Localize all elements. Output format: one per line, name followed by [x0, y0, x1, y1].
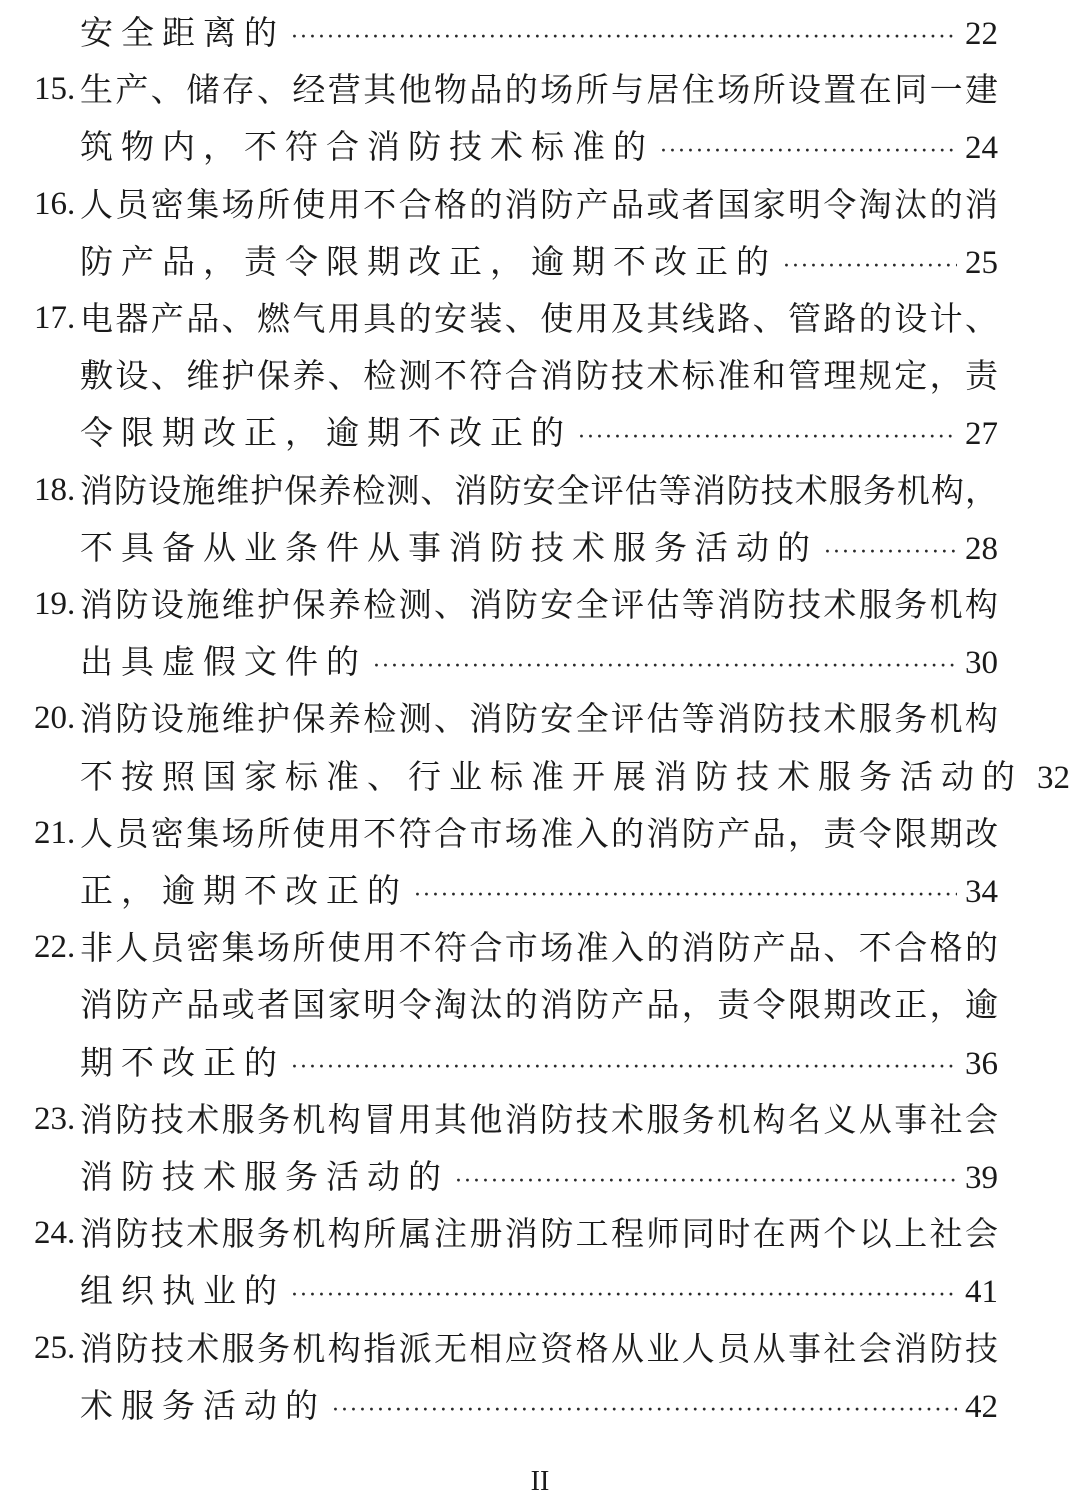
- toc-entry-text: 出具虚假文件的: [80, 642, 367, 682]
- toc-line: [0, 118, 1080, 175]
- toc-entry-text: 消防设施维护保养检测、消防安全评估等消防技术服务机构: [80, 585, 998, 624]
- toc-entry-final-line: [80, 862, 998, 924]
- toc-line: [0, 1091, 1080, 1148]
- toc-line: [0, 576, 1080, 633]
- toc-page-number: 25: [965, 244, 998, 281]
- toc-line: [0, 462, 1080, 519]
- toc-entry-number: 16.: [34, 185, 76, 222]
- toc-entry-text: 不按照国家标准、行业标准开展消防技术服务活动的: [80, 756, 1023, 796]
- toc-line: [0, 919, 1080, 976]
- toc-entry-text: 组织执业的: [80, 1271, 285, 1311]
- dot-leader: [783, 238, 957, 295]
- dot-leader: [291, 1267, 957, 1324]
- toc-line: [0, 633, 1080, 690]
- toc-entry-text: 令限期改正，逾期不改正的: [80, 413, 572, 453]
- toc-line: [0, 1205, 1080, 1262]
- toc-entry-number: 23.: [34, 1100, 76, 1137]
- toc-line: [0, 690, 1080, 747]
- toc-line: [0, 519, 1080, 576]
- toc-entry-final-line: [80, 1262, 998, 1324]
- toc-entry-number: 21.: [34, 814, 76, 851]
- toc-entry-text: 安全距离的: [80, 13, 285, 52]
- toc-entry-text: 消防产品或者国家明令淘汰的消防产品，责令限期改正，逾: [80, 985, 998, 1025]
- toc-entry-final-line: [80, 748, 1070, 810]
- dot-leader: [824, 524, 957, 581]
- toc-page-number: 39: [965, 1160, 998, 1196]
- toc-line: [0, 1148, 1080, 1205]
- toc-entry-text: 不具备从业条件从事消防技术服务活动的: [80, 527, 818, 567]
- toc-line: [0, 862, 1080, 919]
- toc-line: [0, 61, 1080, 118]
- dot-leader: [291, 1039, 957, 1096]
- toc-entry-final-line: [80, 404, 998, 466]
- toc-entry-final-line: [80, 633, 998, 695]
- toc-entry-final-line: [80, 1377, 998, 1439]
- toc-entry-number: 17.: [34, 300, 76, 336]
- toc-line: [0, 233, 1080, 290]
- toc-entry-final-line: [80, 519, 998, 581]
- dot-leader: [373, 638, 957, 695]
- dot-leader: [578, 409, 957, 466]
- toc-page-number: 30: [965, 645, 998, 682]
- toc-entry-final-line: [80, 1148, 998, 1210]
- toc-entry-text: 消防技术服务机构冒用其他消防技术服务机构名义从事社会: [80, 1099, 998, 1139]
- toc-entry-number: 24.: [34, 1215, 76, 1252]
- toc-line: [0, 1034, 1080, 1091]
- toc-page-number: 28: [965, 530, 998, 567]
- toc-entry-text: 敷设、维护保养、检测不符合消防技术标准和管理规定，责: [80, 356, 998, 396]
- toc-page-number: 27: [965, 416, 998, 453]
- toc-entry-text: 人员密集场所使用不符合市场准入的消防产品，责令限期改: [80, 813, 998, 853]
- toc-entry-number: 15.: [34, 71, 76, 108]
- toc-page-number: 41: [965, 1274, 998, 1311]
- toc-entry-text: 电器产品、燃气用具的安装、使用及其线路、管路的设计、: [80, 299, 998, 338]
- toc-line: [0, 4, 1080, 61]
- toc-page-number: 36: [965, 1045, 998, 1082]
- toc-entry-text: 人员密集场所使用不合格的消防产品或者国家明令淘汰的消: [80, 184, 998, 224]
- toc-entry-text: 正，逾期不改正的: [80, 871, 408, 910]
- toc-line: [0, 805, 1080, 862]
- toc-entry-final-line: [80, 233, 998, 295]
- toc-page-number: 42: [965, 1388, 998, 1425]
- toc-entry-text: 消防技术服务机构指派无相应资格从业人员从事社会消防技: [80, 1328, 998, 1368]
- toc-entry-text: 非人员密集场所使用不符合市场准入的消防产品、不合格的: [80, 928, 998, 968]
- dot-leader: [332, 1382, 957, 1439]
- toc-line: [0, 290, 1080, 347]
- toc-entry-number: 20.: [34, 700, 76, 737]
- toc-entry-text: 期不改正的: [80, 1042, 285, 1082]
- page-number-footer: II: [530, 1466, 550, 1497]
- toc-line: [0, 1320, 1080, 1377]
- toc-entry-final-line: [80, 4, 998, 66]
- toc-entry-text: 防产品，责令限期改正，逾期不改正的: [80, 241, 777, 281]
- toc-line: [0, 1377, 1080, 1434]
- toc-line: [0, 976, 1080, 1033]
- toc-entry-text: 筑物内，不符合消防技术标准的: [80, 127, 654, 167]
- toc-entry-text: 消防设施维护保养检测、消防安全评估等消防技术服务机构，: [80, 470, 998, 510]
- toc-page-number: 24: [965, 130, 998, 167]
- toc-entry-final-line: [80, 118, 998, 180]
- toc-entry-text: 生产、储存、经营其他物品的场所与居住场所设置在同一建: [80, 70, 998, 110]
- toc-line: [0, 748, 1080, 805]
- dot-leader: [414, 867, 957, 924]
- toc-entry-number: 25.: [34, 1329, 76, 1366]
- dot-leader: [660, 123, 957, 180]
- toc-entry-text: 消防设施维护保养检测、消防安全评估等消防技术服务机构: [80, 699, 998, 739]
- dot-leader: [291, 9, 957, 66]
- toc-entry-number: 18.: [34, 471, 76, 508]
- toc-line: [0, 176, 1080, 233]
- toc-entry-final-line: [80, 1034, 998, 1096]
- toc-entry-number: 22.: [34, 929, 76, 966]
- toc-page-number: 34: [965, 874, 998, 910]
- toc-entry-text: 消防技术服务机构所属注册消防工程师同时在两个以上社会: [80, 1214, 998, 1254]
- toc-line: [0, 1262, 1080, 1319]
- toc-line: [0, 404, 1080, 461]
- toc-line: [0, 347, 1080, 404]
- toc-entry-text: 术服务活动的: [80, 1385, 326, 1425]
- toc-page-number: 32: [1037, 759, 1070, 796]
- toc-entry-text: 消防技术服务活动的: [80, 1157, 449, 1196]
- toc-page-number: 22: [965, 16, 998, 52]
- toc-entry-number: 19.: [34, 586, 76, 622]
- dot-leader: [455, 1153, 957, 1210]
